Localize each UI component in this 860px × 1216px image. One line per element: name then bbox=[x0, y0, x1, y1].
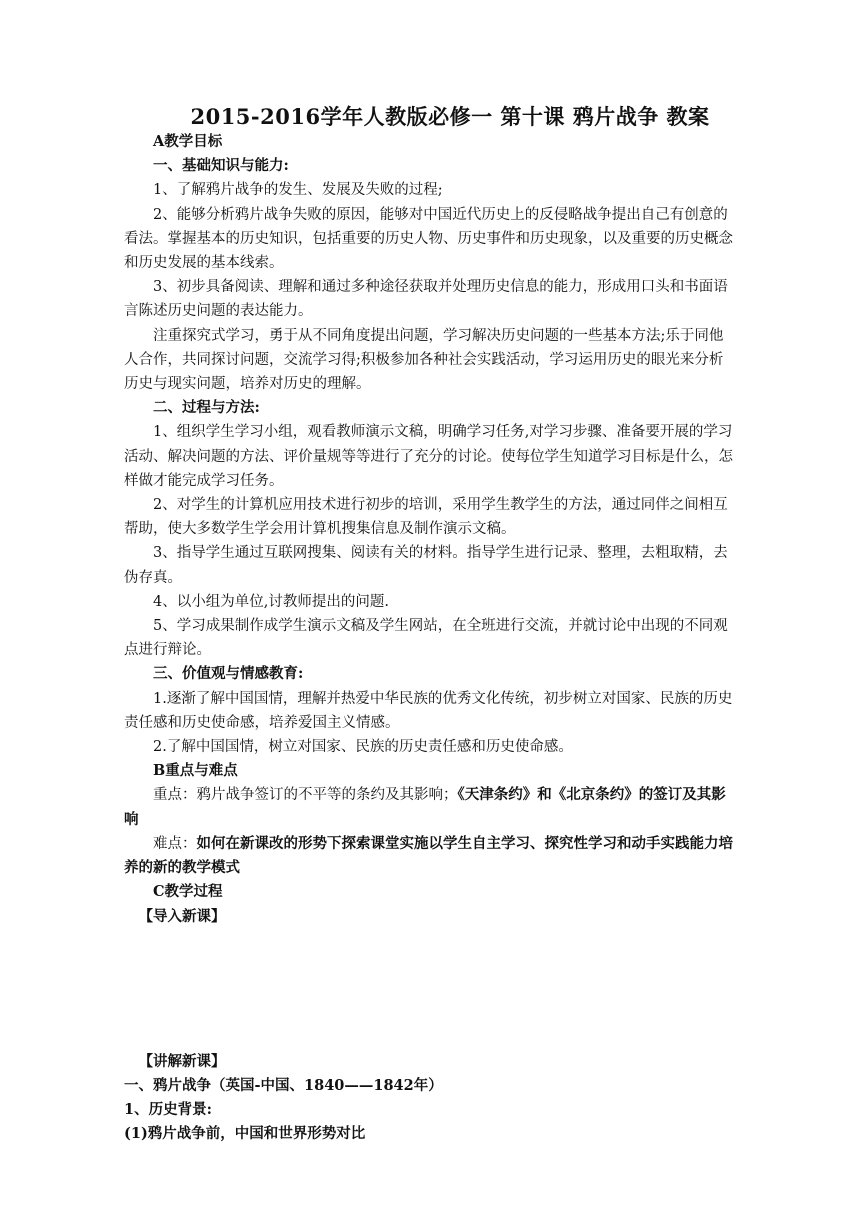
difficulty-label: 难点： bbox=[153, 835, 197, 852]
paragraph: 3、指导学生通过互联网搜集、阅读有关的材料。指导学生进行记录、整理，去粗取精，去伪存真。 bbox=[124, 545, 728, 586]
difficulty-bold: 如何在新课改的形势下探索课堂实施以学生自主学习、探究性学习和动手实践能力培养的新的教学模式 bbox=[124, 834, 733, 877]
paragraph: 2、对学生的计算机应用技术进行初步的培训，采用学生教学生的方法，通过同伴之间相互帮助，使大多数学生学会用计算机搜集信息及制作演示文稿。 bbox=[124, 497, 728, 538]
key-point-paragraph bbox=[124, 783, 734, 831]
background-subheading: (1)鸦片战争前，中国和世界形势对比 bbox=[124, 1125, 366, 1143]
section-1-heading: 一、基础知识与能力: bbox=[153, 157, 289, 175]
paragraph: 2.了解中国国情，树立对国家、民族的历史责任感和历史使命感。 bbox=[153, 739, 573, 756]
section-b-heading: B重点与难点 bbox=[153, 762, 238, 780]
document-title: 2015-2016学年人教版必修一 第十课 鸦片战争 教案 bbox=[190, 104, 710, 129]
section-a-heading: A教学目标 bbox=[153, 133, 223, 150]
section-2-heading: 二、过程与方法: bbox=[153, 399, 260, 417]
paragraph: 3、初步具备阅读、理解和通过多种途径获取并处理历史信息的能力，形成用口头和书面语言陈述历史问题的表达能力。 bbox=[124, 279, 728, 320]
key-point-label: 重点：鸦片战争签订的不平等的条约及其影响； bbox=[153, 787, 458, 804]
explain-heading: 【讲解新课】 bbox=[138, 1052, 226, 1070]
paragraph: 5、学习成果制作成学生演示文稿及学生网站，在全班进行交流，并就讨论中出现的不同观点进行辩论。 bbox=[124, 618, 728, 659]
paragraph: 4、以小组为单位,讨教师提出的问题. bbox=[153, 593, 389, 610]
paragraph: 1、组织学生学习小组，观看教师演示文稿，明确学习任务,对学习步骤、准备要开展的学习活动、解决问题的方法、评价量规等等进行了充分的讨论。使每位学生知道学习目标是什么，怎样做才能完成学习任务。 bbox=[124, 424, 733, 489]
war-heading: 一、鸦片战争（英国-中国、1840——1842年） bbox=[124, 1076, 443, 1094]
paragraph: 2、能够分析鸦片战争失败的原因，能够对中国近代历史上的反侵略战争提出自己有创意的看法。掌握基本的历史知识，包括重要的历史人物、历史事件和历史现象，以及重要的历史概念和历史发展的基本线索。 bbox=[124, 206, 733, 272]
section-c-heading: C教学过程 bbox=[153, 883, 223, 901]
key-point-bold: 《天津条约》和《北京条约》的签订及其影响 bbox=[124, 786, 726, 828]
document-body bbox=[124, 130, 734, 1147]
difficulty-paragraph bbox=[124, 832, 734, 880]
section-3-heading: 三、价值观与情感教育: bbox=[153, 665, 304, 683]
background-heading: 1、历史背景: bbox=[124, 1101, 212, 1119]
paragraph: 1、了解鸦片战争的发生、发展及失败的过程; bbox=[153, 182, 443, 199]
intro-heading: 【导入新课】 bbox=[138, 907, 226, 925]
blank-space bbox=[124, 929, 734, 1050]
paragraph: 注重探究式学习，勇于从不同角度提出问题，学习解决历史问题的一些基本方法;乐于同他人合作，共同探讨问题，交流学习得;积极参加各种社会实践活动，学习运用历史的眼光来分析历史与现实问题，培养对历史的理解。 bbox=[124, 327, 724, 393]
paragraph: 1.逐渐了解中国国情，理解并热爱中华民族的优秀文化传统，初步树立对国家、民族的历史责任感和历史使命感，培养爱国主义情感。 bbox=[124, 690, 733, 731]
